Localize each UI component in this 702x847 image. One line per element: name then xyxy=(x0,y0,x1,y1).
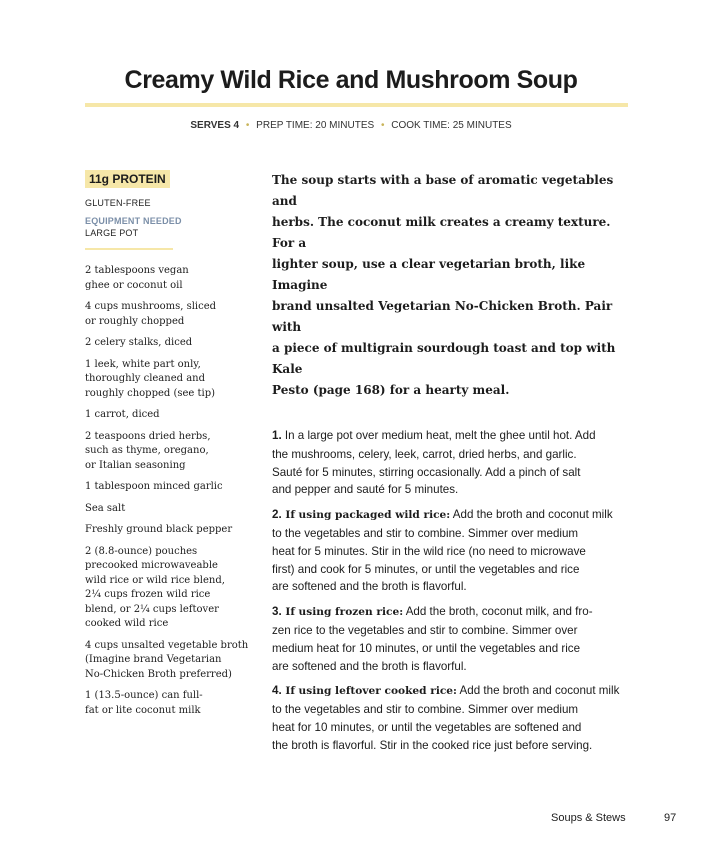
step-lead: If using frozen rice: xyxy=(281,606,404,619)
step-text: Add the broth and coconut milk to the vegetables and stir to combine. Simmer over medium heat for 10 minutes, or until the vegetables are softened and the broth is flavorful. Stir in the cooked rice just before serving. xyxy=(272,684,620,752)
ingredient-item: 2 celery stalks, diced xyxy=(85,337,193,348)
page-number: 97 xyxy=(664,812,677,824)
instruction-step xyxy=(272,603,632,675)
step-text: Add the broth, coconut milk, and fro- zen rice to the vegetables and stir to combine. Simmer over medium heat for 10 minutes, or until the vegetables and rice are softened and the broth is flavorful. xyxy=(272,605,593,673)
ingredient-item: 2 (8.8-ounce) pouches precooked microwaveable wild rice or wild rice blend, 2¼ cups frozen wild rice blend, or 2¼ cups leftover cooked wild rice xyxy=(85,545,225,629)
sidebar-divider xyxy=(85,248,173,250)
separator-dot: • xyxy=(245,120,250,131)
step-text: In a large pot over medium heat, melt the ghee until hot. Add the mushrooms, celery, leek, carrot, dried herbs, and garlic. Sauté for 5 minutes, stirring occasionally. Add a pinch of salt and pepper and sauté for 5 minutes. xyxy=(272,429,596,497)
step-text: Add the broth and coconut milk to the vegetables and stir to combine. Simmer over medium heat for 5 minutes. Stir in the wild rice (no need to microwave first) and cook for 5 minutes, or until the vegetables and rice are softened and the broth is flavorful. xyxy=(272,508,613,594)
step-number: 3. xyxy=(272,605,282,619)
ingredient-item: 1 carrot, diced xyxy=(85,409,160,420)
ingredient-list xyxy=(85,264,257,718)
ingredient-item: 2 teaspoons dried herbs, such as thyme, oregano, or Italian seasoning xyxy=(85,430,211,471)
instruction-step xyxy=(272,427,632,499)
ingredient-item: 1 (13.5-ounce) can full- fat or lite coconut milk xyxy=(85,690,203,716)
recipe-title: Creamy Wild Rice and Mushroom Soup xyxy=(124,66,578,94)
step-number: 1. xyxy=(272,429,282,442)
prep-time: PREP TIME: 20 MINUTES xyxy=(256,120,375,131)
serves-label: SERVES 4 xyxy=(190,120,240,131)
cook-time: COOK TIME: 25 MINUTES xyxy=(391,120,512,131)
ingredient-item: Freshly ground black pepper xyxy=(85,524,233,535)
recipe-intro: The soup starts with a base of aromatic vegetables and herbs. The coconut milk creates a creamy texture. For a lighter soup, use a clear vegetarian broth, like Imagine brand unsalted Vegetarian No-Chicken Broth. Pair with a piece of multigrain sourdough toast and top with Kale Pesto (page 168) for a hearty meal. xyxy=(272,173,616,397)
footer-section-name: Soups & Stews xyxy=(551,812,626,824)
diet-label: GLUTEN-FREE xyxy=(85,198,151,208)
ingredient-item: 4 cups mushrooms, sliced or roughly chopped xyxy=(85,301,217,327)
protein-badge: 11g PROTEIN xyxy=(85,170,170,188)
ingredient-item: 2 tablespoons vegan ghee or coconut oil xyxy=(85,265,189,291)
recipe-main xyxy=(272,170,632,762)
instruction-step xyxy=(272,682,632,754)
separator-dot: • xyxy=(380,120,385,131)
step-number: 4. xyxy=(272,684,282,698)
recipe-sidebar xyxy=(85,170,257,725)
ingredient-item: Sea salt xyxy=(85,502,126,514)
ingredient-item: 4 cups unsalted vegetable broth (Imagine brand Vegetarian No-Chicken Broth preferred) xyxy=(85,639,249,680)
equipment-label: EQUIPMENT NEEDED xyxy=(85,216,182,226)
step-number: 2. xyxy=(272,508,282,522)
ingredient-item: 1 leek, white part only, thoroughly cleaned and roughly chopped (see tip) xyxy=(85,358,216,399)
recipe-meta xyxy=(0,120,702,131)
equipment-value: LARGE POT xyxy=(85,228,139,238)
title-underline xyxy=(85,103,628,107)
step-lead: If using leftover cooked rice: xyxy=(281,685,457,698)
ingredient-item: 1 tablespoon minced garlic xyxy=(85,481,223,492)
step-lead: If using packaged wild rice: xyxy=(281,509,451,522)
instruction-step xyxy=(272,506,632,596)
